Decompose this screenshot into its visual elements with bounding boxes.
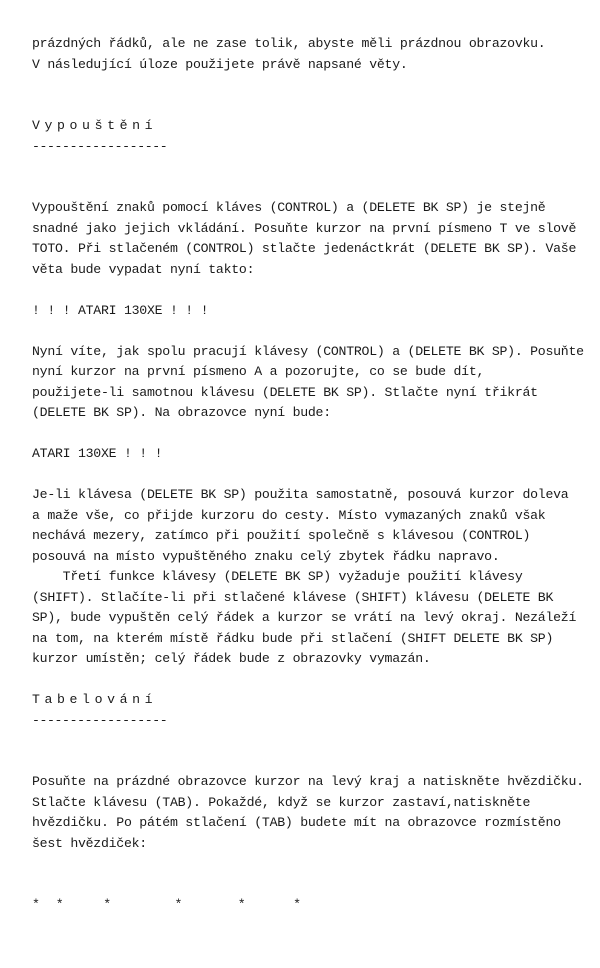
document-page	[32, 34, 584, 916]
intro-paragraph	[32, 34, 577, 75]
text-line: V následující úloze použijete právě napsané věty.	[32, 56, 408, 72]
text-line: (SHIFT). Stlačíte-li při stlačené klávese (SHIFT) klávesu (DELETE BK	[32, 589, 554, 605]
text-line: posouvá na místo vypuštěného znaku celý zbytek řádku napravo.	[32, 548, 500, 564]
text-line: TOTO. Při stlačeném (CONTROL) stlačte jedenáctkrát (DELETE BK SP). Vaše	[32, 241, 577, 256]
paragraph	[32, 342, 584, 424]
section-heading: Tabelování	[32, 692, 158, 707]
section-tabelovani	[32, 690, 584, 916]
text-line: (DELETE BK SP). Na obrazovce nyní bude:	[32, 405, 331, 420]
text-line: věta bude vypadat nyní takto:	[32, 261, 255, 277]
text-line: Posuňte na prázdné obrazovce kurzor na levý kraj a natiskněte hvězdičku.	[32, 774, 584, 789]
text-line: použijete-li samotnou klávesu (DELETE BK SP). Stlačte nyní třikrát	[32, 384, 538, 400]
heading-underline: ------------------	[32, 712, 168, 728]
text-line: a maže vše, co přijde kurzoru do cesty. Místo vymazaných znaků však	[32, 507, 546, 523]
star-row: * * * * * *	[32, 897, 302, 912]
text-line: Je-li klávesa (DELETE BK SP) použita samostatně, posouvá kurzor doleva	[32, 487, 569, 502]
text-line: na tom, na kterém místě řádku bude při stlačení (SHIFT DELETE BK SP)	[32, 630, 554, 646]
text-line: Třetí funkce klávesy (DELETE BK SP) vyžaduje použití klávesy	[32, 569, 523, 584]
section-heading: Vypouštění	[32, 118, 158, 133]
text-line: prázdných řádků, ale ne zase tolik, abyste měli prázdnou obrazovku.	[32, 36, 546, 51]
example-line: ATARI 130XE ! ! !	[32, 446, 163, 461]
heading-underline: ------------------	[32, 138, 168, 154]
text-line: Nyní víte, jak spolu pracují klávesy (CONTROL) a (DELETE BK SP). Posuňte	[32, 343, 584, 359]
paragraph	[32, 772, 584, 854]
text-line: šest hvězdiček:	[32, 835, 147, 851]
text-line: kurzor umístěn; celý řádek bude z obrazovky vymazán.	[32, 651, 431, 666]
text-line: SP), bude vypuštěn celý řádek a kurzor se vrátí na levý okraj. Nezáleží	[32, 610, 577, 625]
paragraph	[32, 198, 577, 280]
text-line: Vypouštění znaků pomocí kláves (CONTROL) a (DELETE BK SP) je stejně	[32, 200, 546, 215]
section-vypousteni	[32, 116, 584, 670]
paragraph	[32, 485, 577, 670]
example-line: ! ! ! ATARI 130XE ! ! !	[32, 302, 209, 318]
text-line: nechává mezery, zatímco při použití společně s klávesou (CONTROL)	[32, 528, 531, 543]
text-line: Stlačte klávesu (TAB). Pokaždé, když se kurzor zastaví,natiskněte	[32, 794, 531, 810]
text-line: nyní kurzor na první písmeno A a pozorujte, co se bude dít,	[32, 364, 485, 379]
text-line: snadné jako jejich vkládání. Posuňte kurzor na první písmeno T ve slově	[32, 220, 577, 236]
text-line: hvězdičku. Po pátém stlačení (TAB) budete mít na obrazovce rozmístěno	[32, 815, 561, 830]
